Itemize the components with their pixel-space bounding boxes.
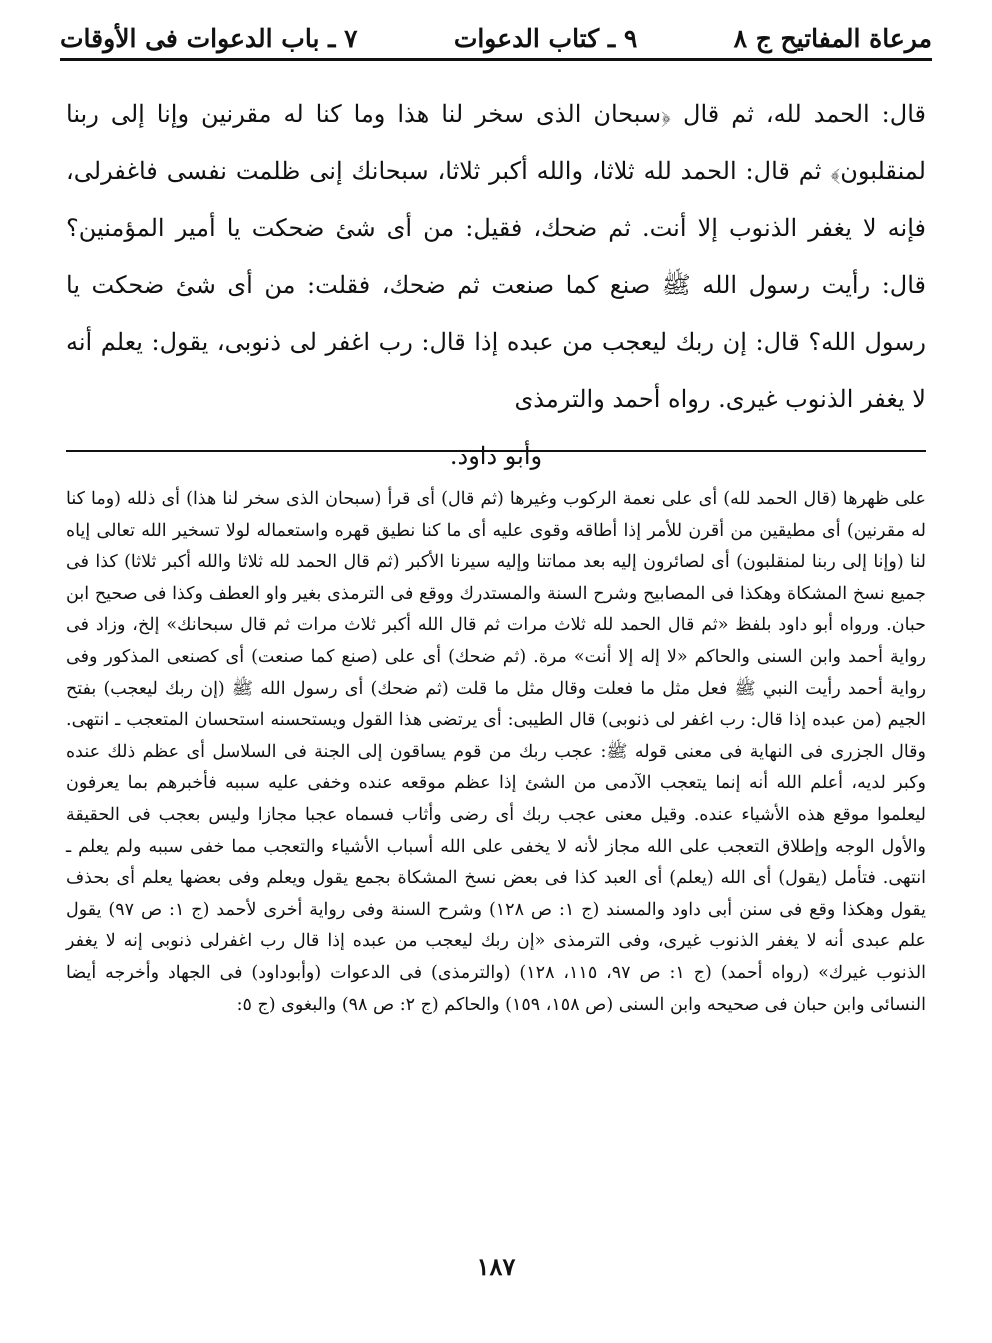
commentary-text xyxy=(66,484,926,1021)
header-chapter-title: ٩ ـ كتاب الدعوات xyxy=(453,23,638,53)
header-section-title: ٧ ـ باب الدعوات فى الأوقات xyxy=(60,23,358,53)
section-divider xyxy=(66,450,926,452)
running-header xyxy=(60,18,932,61)
hadith-main-text xyxy=(66,86,926,485)
commentary-paragraph: على ظهرها (قال الحمد لله) أى على نعمة الركوب وغيرها (ثم قال) أى قرأ (سبحان الذى سخر لنا هذا) أى ذلله (وما كنا له مقرنين) أى مطيقين من أقرن للأمر إذا أطاقه وقوى عليه أى ما كنا نطيق قهره واستعماله لولا تسخير الله تعالى إياه لنا (وإنا إلى ربنا لمنقلبون) أى لصائرون إليه بعد مماتنا وإليه سيرنا الأكبر (ثم قال الحمد لله ثلاثا والله أكبر ثلاثا) كذا فى جميع نسخ المشكاة وهكذا فى المصابيح وشرح السنة والمستدرك ووقع فى الترمذى بغير واو العطف وكذا فى صحيح ابن حبان. ورواه أبو داود بلفظ «ثم قال الحمد لله ثلاث مرات ثم قال الله أكبر ثلاث مرات ثم قال سبحانك» إلخ، وزاد فى رواية أحمد وابن السنى والحاكم «لا إله إلا أنت» مرة. (ثم ضحك) أى على (صنع كما صنعت) أى كصنعى المذكور وفى رواية أحمد رأيت النبي ﷺ فعل مثل ما فعلت وقال مثل ما قلت (ثم ضحك) أى رسول الله ﷺ (إن ربك ليعجب) بفتح الجيم (من عبده إذا قال: رب اغفر لى ذنوبى) قال الطيبى: أى يرتضى هذا القول ويستحسنه استحسان المتعجب ـ انتهى. وقال الجزرى فى النهاية فى معنى قوله ﷺ: عجب ربك من قوم يساقون إلى الجنة فى السلاسل أى عظم ذلك عنده وكبر لديه، أعلم الله أنه إنما يتعجب الآدمى من الشئ إذا عظم موقعه عنده وخفى عليه سببه فأخبرهم بما يعرفون ليعلموا موقع هذه الأشياء عنده. وقيل معنى عجب ربك أى رضى وأثاب فسماه عجبا مجازا وليس بعجب فى الحقيقة والأول الوجه وإطلاق التعجب على الله مجاز لأنه لا يخفى على الله أسباب الأشياء والتعجب مما خفى سببه ولم يعلم ـ انتهى. فتأمل (يقول) أى الله (يعلم) أى العبد كذا فى بعض نسخ المشكاة بجمع يقول ويعلم وفى بعضها يعلم أى بحذف يقول وهكذا وقع فى سنن أبى داود والمسند (ج ١: ص ١٢٨) وشرح السنة وفى رواية أخرى لأحمد (ج ١: ص ٩٧) يقول علم عبدى أنه لا يغفر الذنوب غيرى، وفى الترمذى «إن ربك ليعجب من عبده إذا قال رب اغفرلى ذنوبى إنه لا يغفر الذنوب غيرك» (رواه أحمد) (ج ١: ص ٩٧، ١١٥، ١٢٨) (والترمذى) فى الدعوات (وأبوداود) فى الجهاد وأخرجه أيضا النسائى وابن حبان فى صحيحه وابن السنى (ص ١٥٨، ١٥٩) والحاكم (ج ٢: ص ٩٨) والبغوى (ج ٥: xyxy=(66,489,926,1015)
hadith-closing-line: وأبو داود. xyxy=(449,442,543,470)
page-number: ١٨٧ xyxy=(476,1252,516,1281)
hadith-paragraph: قال: الحمد لله، ثم قال ﴿سبحان الذى سخر لنا هذا وما كنا له مقرنين وإنا إلى ربنا لمنقلبون﴾ ثم قال: الحمد لله ثلاثا، والله أكبر ثلاثا، سبحانك إنى ظلمت نفسى فاغفرلى، فإنه لا يغفر الذنوب إلا أنت. ثم ضحك، فقيل: من أى شئ ضحكت يا أمير المؤمنين؟ قال: رأيت رسول الله ﷺ صنع كما صنعت ثم ضحك، فقلت: من أى شئ ضحكت يا رسول الله؟ قال: إن ربك ليعجب من عبده إذا قال: رب اغفر لى ذنوبى، يقول: يعلم أنه لا يغفر الذنوب غيرى. رواه أحمد والترمذى xyxy=(66,100,927,413)
header-book-title: مرعاة المفاتيح ج ٨ xyxy=(733,23,932,53)
